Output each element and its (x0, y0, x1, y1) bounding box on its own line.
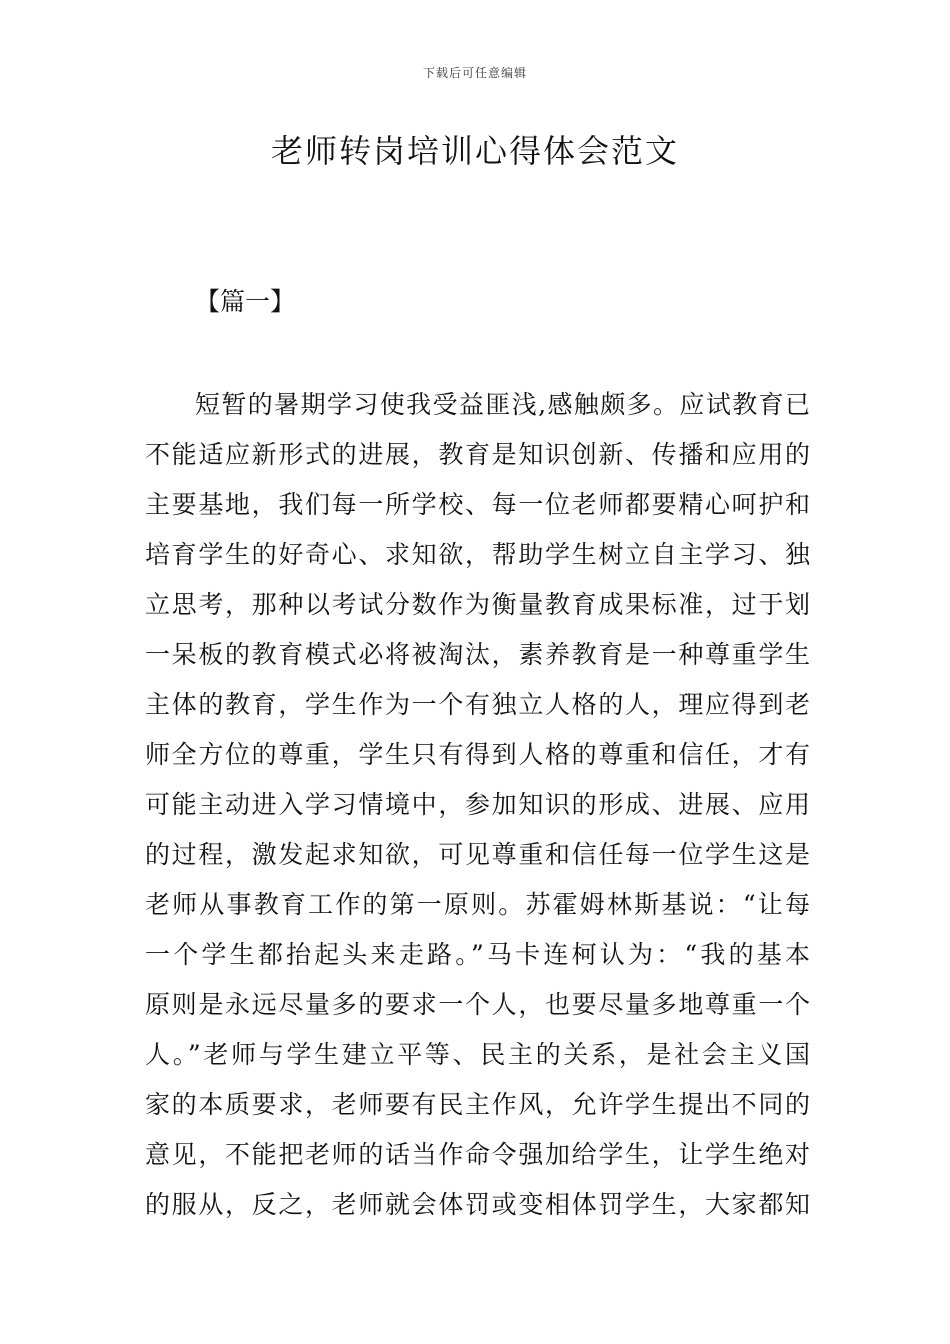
paragraph-line: 家的本质要求，老师要有民主作风，允许学生提出不同的 (145, 1090, 810, 1119)
body-paragraph (145, 380, 810, 1230)
paragraph-line: 可能主动进入学习情境中，参加知识的形成、进展、应用 (145, 790, 810, 819)
paragraph-line: 老师从事教育工作的第一原则。苏霍姆林斯基说：“让每 (145, 890, 810, 919)
header-note: 下载后可任意编辑 (422, 66, 527, 80)
paragraph-line: 不能适应新形式的进展，教育是知识创新、传播和应用的 (145, 440, 810, 469)
document-title: 老师转岗培训心得体会范文 (270, 132, 679, 170)
paragraph-line: 人。”老师与学生建立平等、民主的关系，是社会主义国 (145, 1040, 810, 1069)
paragraph-line: 培育学生的好奇心、求知欲，帮助学生树立自主学习、独 (145, 540, 810, 569)
paragraph-line: 一呆板的教育模式必将被淘汰，素养教育是一种尊重学生 (145, 640, 810, 669)
paragraph-line: 的服从，反之，老师就会体罚或变相体罚学生，大家都知 (145, 1190, 810, 1219)
paragraph-line: 主要基地，我们每一所学校、每一位老师都要精心呵护和 (145, 490, 810, 519)
paragraph-line: 师全方位的尊重，学生只有得到人格的尊重和信任，才有 (145, 740, 810, 769)
paragraph-line: 意见，不能把老师的话当作命令强加给学生，让学生绝对 (145, 1140, 810, 1169)
paragraph-line: 立思考，那种以考试分数作为衡量教育成果标准，过于划 (145, 590, 810, 619)
section-label: 【篇一】 (195, 287, 296, 316)
paragraph-line: 一个学生都抬起头来走路。”马卡连柯认为：“我的基本 (145, 940, 810, 969)
paragraph-line: 的过程，激发起求知欲，可见尊重和信任每一位学生这是 (145, 840, 810, 869)
paragraph-line: 主体的教育，学生作为一个有独立人格的人，理应得到老 (145, 690, 810, 719)
paragraph-line: 原则是永远尽量多的要求一个人，也要尽量多地尊重一个 (145, 990, 810, 1019)
paragraph-line: 短暂的暑期学习使我受益匪浅,感触颇多。应试教育已 (195, 390, 810, 419)
